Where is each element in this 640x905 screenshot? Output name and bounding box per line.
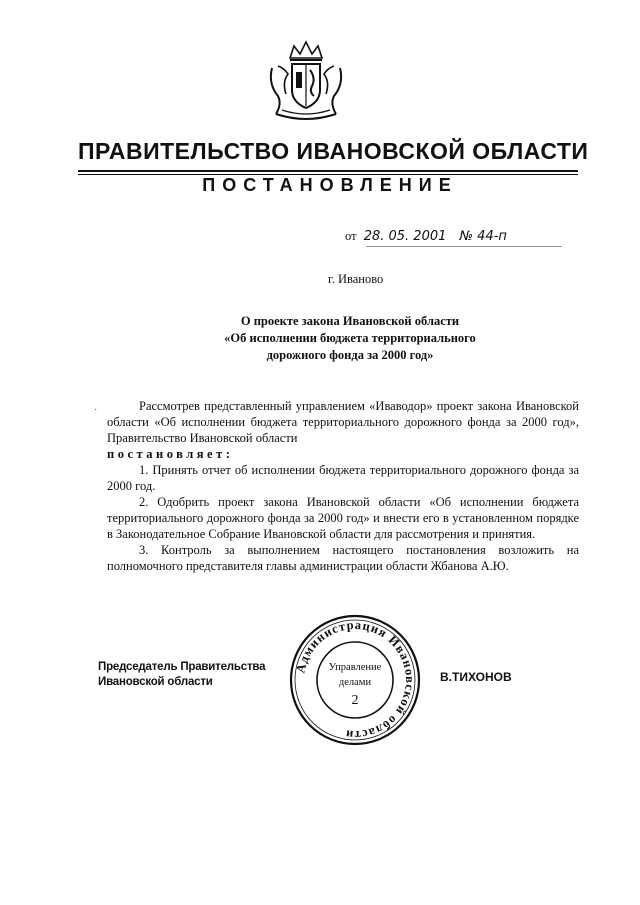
date-prefix: от	[345, 229, 357, 243]
seal-center-line: Управление	[328, 662, 382, 673]
subject-line: «Об исполнении бюджета территориального	[224, 331, 476, 345]
date-number-line	[345, 229, 507, 244]
position-line: Ивановской области	[98, 676, 213, 688]
position-line: Председатель Правительства	[98, 661, 266, 673]
document-body	[107, 398, 579, 574]
coat-of-arms-icon	[262, 38, 350, 124]
document-type: ПОСТАНОВЛЕНИЕ	[202, 175, 458, 195]
seal-ring-text: Администрация Ивановской области	[293, 617, 418, 743]
signatory-name: В.ТИХОНОВ	[440, 670, 512, 684]
government-title: ПРАВИТЕЛЬСТВО ИВАНОВСКОЙ ОБЛАСТИ	[78, 138, 589, 164]
title-rule-thick	[78, 170, 578, 172]
seal-center-line: делами	[338, 677, 372, 688]
handwritten-date: 28. 05. 2001	[363, 229, 447, 244]
subject-line: О проекте закона Ивановской области	[240, 314, 460, 328]
subject-line: дорожного фонда за 2000 год»	[266, 348, 434, 362]
city: г. Иваново	[328, 272, 384, 286]
margin-mark: ·	[94, 405, 98, 416]
intro-paragraph: Рассмотрев представленный управлением «Иваводор» проект закона Ивановской области «Об исполнении бюджета территориального дорожного фонда за 2000 год», Правительство Ивановской области	[107, 399, 579, 445]
decree-item: 3. Контроль за выполнением настоящего постановления возложить на полномочного представителя главы администрации области Жбанова А.Ю.	[107, 543, 579, 573]
decree-item: 1. Принять отчет об исполнении бюджета территориального дорожного фонда за 2000 год.	[107, 463, 579, 493]
decree-word: постановляет:	[107, 447, 234, 461]
official-seal-icon	[287, 612, 423, 748]
signatory-position	[98, 660, 265, 690]
date-underline	[366, 246, 562, 247]
seal-center-number: 2	[351, 693, 359, 708]
handwritten-number: № 44-п	[459, 229, 507, 244]
decree-item: 2. Одобрить проект закона Ивановской области «Об исполнении бюджета территориального дорожного фонда за 2000 год» и внести его в установленном порядке в Законодательное Собрание Ивановской области для рассмотрения и принятия.	[107, 495, 579, 541]
document-subject	[200, 313, 500, 364]
